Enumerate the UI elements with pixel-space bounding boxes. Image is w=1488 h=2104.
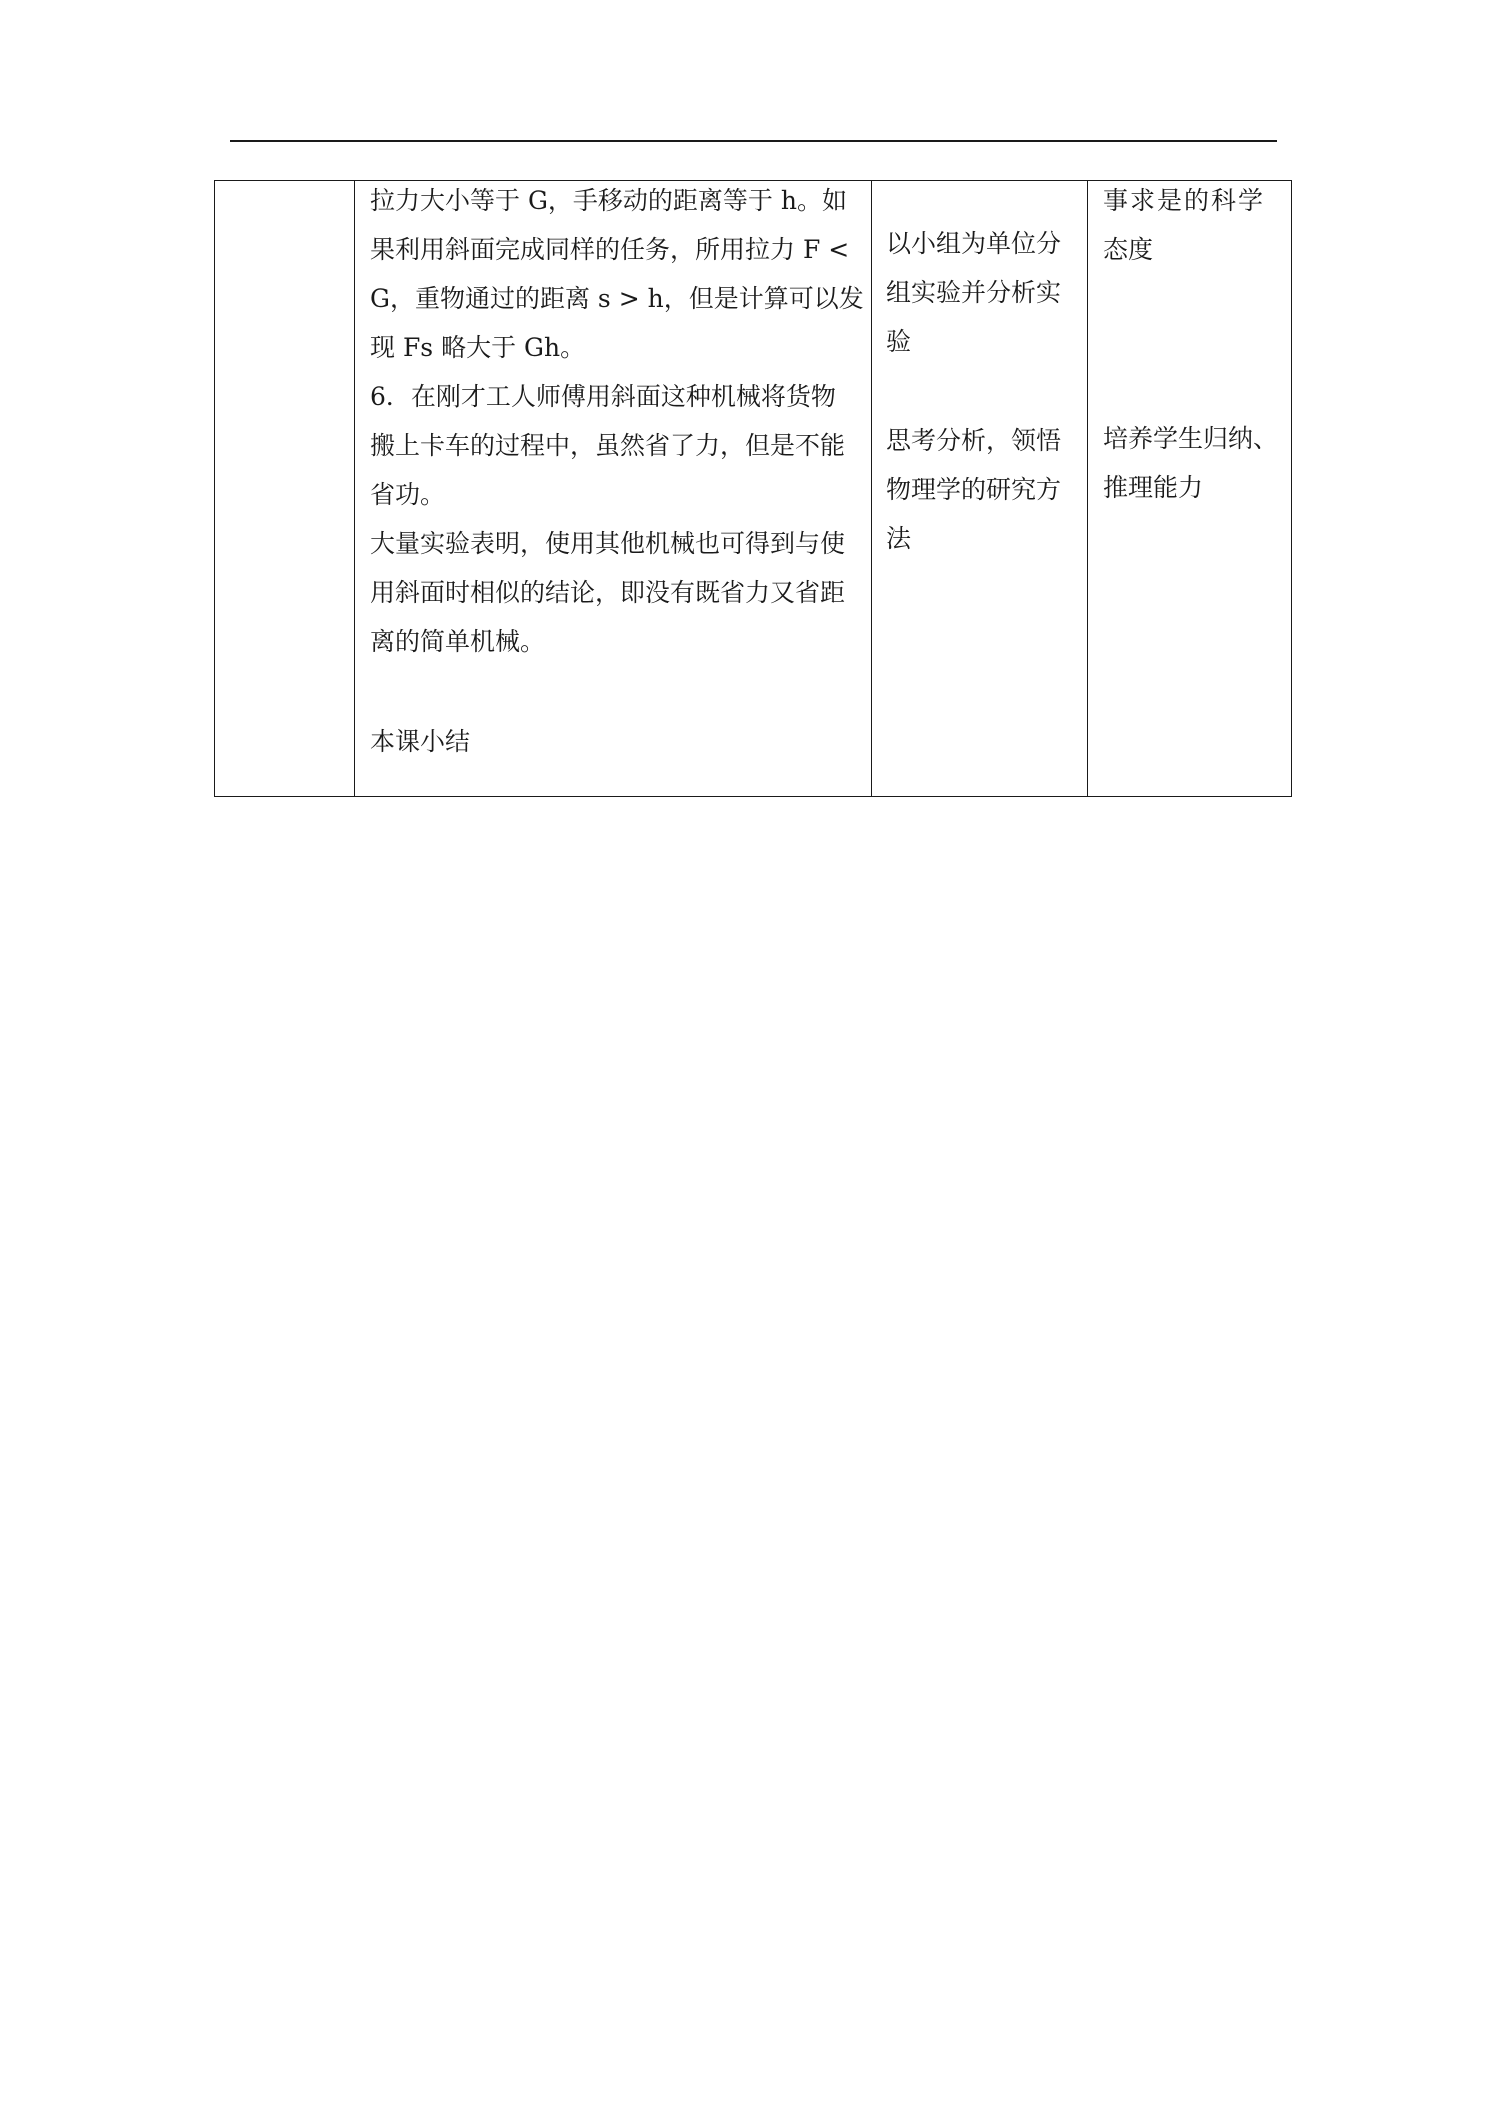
student-line: 验 <box>886 327 912 356</box>
stage-cell <box>215 181 355 797</box>
student-line: 思考分析，领悟 <box>886 426 1062 455</box>
activity-line: 大量实验表明，使用其他机械也可得到与使 <box>370 529 846 558</box>
activity-line: 6．在刚才工人师傅用斜面这种机械将货物 <box>370 382 836 411</box>
activity-line: 搬上卡车的过程中，虽然省了力，但是不能 <box>370 431 846 460</box>
lesson-summary-heading: 本课小结 <box>370 727 471 756</box>
student-line: 组实验并分析实 <box>886 278 1062 307</box>
table-row <box>215 181 1292 797</box>
activity-line: 离的简单机械。 <box>370 627 546 656</box>
activity-line: 果利用斜面完成同样的任务，所用拉力 F < <box>370 235 850 264</box>
design-intent-cell <box>1088 181 1292 797</box>
teacher-activity-cell <box>355 181 872 797</box>
student-line: 物理学的研究方 <box>886 475 1062 504</box>
student-activity-cell <box>872 181 1088 797</box>
intent-line: 培养学生归纳、 <box>1103 424 1279 453</box>
student-line: 以小组为单位分 <box>886 229 1062 258</box>
lesson-plan-table <box>214 180 1292 797</box>
student-line: 法 <box>886 524 912 553</box>
intent-line: 事求是的科学 <box>1103 186 1266 215</box>
header-rule <box>230 140 1277 142</box>
intent-line: 态度 <box>1103 235 1154 264</box>
activity-line: 用斜面时相似的结论，即没有既省力又省距 <box>370 578 846 607</box>
intent-line: 推理能力 <box>1103 473 1204 502</box>
activity-line: 现 Fs 略大于 Gh。 <box>370 333 586 362</box>
activity-line: G，重物通过的距离 s > h，但是计算可以发 <box>370 284 864 313</box>
activity-line: 省功。 <box>370 480 446 509</box>
activity-line: 拉力大小等于 G，手移动的距离等于 h。如 <box>370 186 847 215</box>
